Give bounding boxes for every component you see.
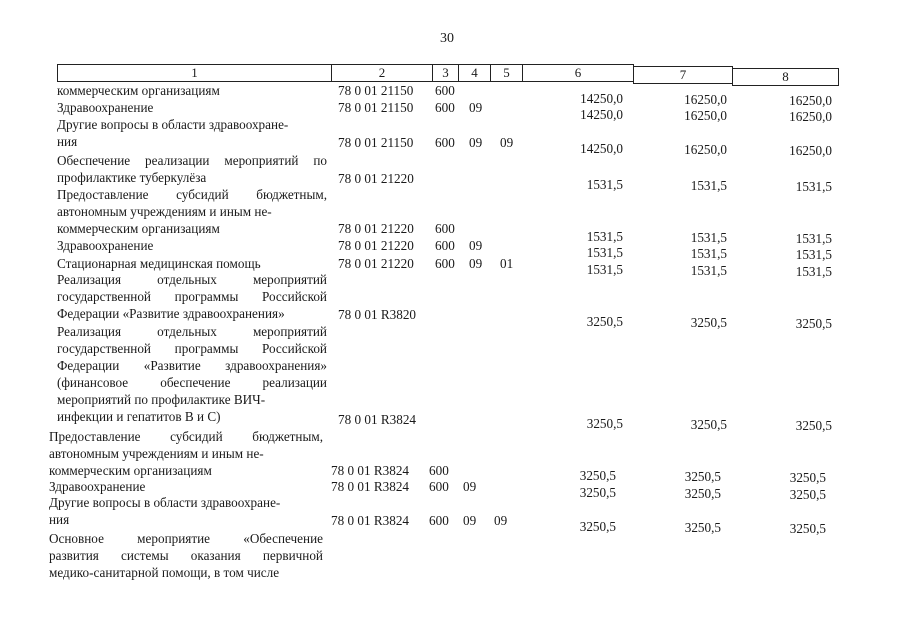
cell-value-col6: 3250,5 bbox=[579, 485, 616, 500]
cell-target-code: 78 0 01 21220 bbox=[338, 238, 414, 253]
cell-value-col6: 3250,5 bbox=[586, 314, 623, 329]
cell-target-code: 78 0 01 R3824 bbox=[331, 479, 410, 494]
header-col-7: 7 bbox=[633, 66, 733, 84]
description-line: Предоставление субсидий бюджетным, bbox=[57, 187, 327, 202]
cell-value-col7: 3250,5 bbox=[690, 315, 727, 330]
cell-value-col7: 3250,5 bbox=[684, 469, 721, 484]
description-line: коммерческим организациям bbox=[49, 463, 212, 478]
header-col-8: 8 bbox=[732, 68, 839, 86]
description-line: Здравоохранение bbox=[57, 238, 154, 253]
description-line: Реализация отдельных мероприятий bbox=[57, 272, 327, 287]
cell-target-code: 78 0 01 R3824 bbox=[331, 513, 410, 528]
description-line: ния bbox=[49, 512, 70, 527]
cell-value-col8: 1531,5 bbox=[795, 179, 832, 194]
description-line: (финансовое обеспечение реализации bbox=[57, 375, 327, 390]
cell-value-col8: 16250,0 bbox=[789, 143, 832, 158]
description-line: медико-санитарной помощи, в том числе bbox=[49, 565, 280, 580]
cell-value-col7: 16250,0 bbox=[684, 142, 727, 157]
description-line: коммерческим организациям bbox=[57, 221, 220, 236]
cell-section: 09 bbox=[469, 100, 483, 115]
row-description bbox=[57, 237, 327, 254]
header-col-4: 4 bbox=[458, 64, 491, 82]
cell-value-col7: 16250,0 bbox=[684, 92, 727, 107]
header-col-1: 1 bbox=[57, 64, 332, 82]
cell-value-col7: 1531,5 bbox=[690, 263, 727, 278]
cell-expense-type: 600 bbox=[435, 135, 455, 150]
row-description bbox=[57, 271, 327, 322]
row-description bbox=[49, 530, 323, 581]
cell-value-col6: 14250,0 bbox=[580, 141, 623, 156]
header-col-3: 3 bbox=[432, 64, 459, 82]
description-line: ния bbox=[57, 134, 78, 149]
description-line: Основное мероприятие «Обеспечение bbox=[49, 531, 323, 546]
cell-value-col7: 16250,0 bbox=[684, 108, 727, 123]
header-col-2: 2 bbox=[331, 64, 433, 82]
cell-section: 09 bbox=[463, 479, 477, 494]
page-number: 30 bbox=[440, 31, 454, 46]
cell-value-col6: 1531,5 bbox=[586, 262, 623, 277]
description-line: Обеспечение реализации мероприятий по bbox=[57, 153, 327, 168]
cell-expense-type: 600 bbox=[435, 83, 455, 98]
description-line: Федерации «Развитие здравоохранения» bbox=[57, 358, 327, 373]
cell-value-col8: 3250,5 bbox=[795, 316, 832, 331]
description-line: профилактике туберкулёза bbox=[57, 170, 207, 185]
cell-section: 09 bbox=[469, 238, 483, 253]
cell-value-col8: 3250,5 bbox=[789, 487, 826, 502]
description-line: государственной программы Российской bbox=[57, 289, 327, 304]
cell-target-code: 78 0 01 21220 bbox=[338, 221, 414, 236]
cell-expense-type: 600 bbox=[435, 221, 455, 236]
description-line: Здравоохранение bbox=[49, 479, 146, 494]
cell-value-col6: 1531,5 bbox=[586, 245, 623, 260]
cell-expense-type: 600 bbox=[429, 479, 449, 494]
cell-section: 09 bbox=[469, 135, 483, 150]
row-description bbox=[57, 82, 327, 99]
cell-subsection: 01 bbox=[500, 256, 514, 271]
row-description bbox=[57, 116, 327, 150]
cell-value-col6: 14250,0 bbox=[580, 107, 623, 122]
cell-value-col8: 3250,5 bbox=[789, 470, 826, 485]
cell-value-col7: 1531,5 bbox=[690, 230, 727, 245]
cell-value-col8: 1531,5 bbox=[795, 264, 832, 279]
cell-value-col8: 16250,0 bbox=[789, 93, 832, 108]
cell-target-code: 78 0 01 21150 bbox=[338, 100, 414, 115]
cell-section: 09 bbox=[463, 513, 477, 528]
cell-value-col7: 1531,5 bbox=[690, 178, 727, 193]
cell-value-col6: 1531,5 bbox=[586, 177, 623, 192]
cell-target-code: 78 0 01 21220 bbox=[338, 171, 414, 186]
cell-expense-type: 600 bbox=[429, 513, 449, 528]
cell-subsection: 09 bbox=[494, 513, 508, 528]
description-line: Реализация отдельных мероприятий bbox=[57, 324, 327, 339]
description-line: Стационарная медицинская помощь bbox=[57, 256, 261, 271]
cell-target-code: 78 0 01 21220 bbox=[338, 256, 414, 271]
row-description bbox=[57, 255, 327, 272]
description-line: автономным учреждениям и иным не- bbox=[57, 204, 272, 219]
cell-expense-type: 600 bbox=[435, 238, 455, 253]
row-description bbox=[57, 186, 327, 237]
cell-target-code: 78 0 01 R3824 bbox=[331, 463, 410, 478]
header-col-5: 5 bbox=[490, 64, 523, 82]
cell-subsection: 09 bbox=[500, 135, 514, 150]
description-line: коммерческим организациям bbox=[57, 83, 220, 98]
cell-target-code: 78 0 01 21150 bbox=[338, 135, 414, 150]
description-line: Федерации «Развитие здравоохранения» bbox=[57, 306, 285, 321]
row-description bbox=[49, 478, 323, 495]
header-col-6: 6 bbox=[522, 64, 634, 82]
description-line: инфекции и гепатитов В и С) bbox=[57, 409, 221, 424]
cell-expense-type: 600 bbox=[429, 463, 449, 478]
row-description bbox=[57, 152, 327, 186]
description-line: развития системы оказания первичной bbox=[49, 548, 323, 563]
cell-value-col6: 3250,5 bbox=[579, 468, 616, 483]
cell-value-col7: 3250,5 bbox=[684, 486, 721, 501]
cell-value-col6: 3250,5 bbox=[586, 416, 623, 431]
description-line: автономным учреждениям и иным не- bbox=[49, 446, 264, 461]
cell-value-col6: 14250,0 bbox=[580, 91, 623, 106]
description-line: Предоставление субсидий бюджетным, bbox=[49, 429, 323, 444]
row-description bbox=[57, 323, 327, 425]
cell-target-code: 78 0 01 R3820 bbox=[338, 307, 417, 322]
cell-value-col7: 1531,5 bbox=[690, 246, 727, 261]
description-line: Здравоохранение bbox=[57, 100, 154, 115]
cell-value-col6: 3250,5 bbox=[579, 519, 616, 534]
description-line: Другие вопросы в области здравоохране- bbox=[57, 117, 289, 132]
table-header bbox=[57, 64, 839, 84]
cell-target-code: 78 0 01 21150 bbox=[338, 83, 414, 98]
cell-value-col8: 1531,5 bbox=[795, 231, 832, 246]
cell-expense-type: 600 bbox=[435, 100, 455, 115]
cell-value-col7: 3250,5 bbox=[690, 417, 727, 432]
description-line: государственной программы Российской bbox=[57, 341, 327, 356]
row-description bbox=[49, 428, 323, 479]
cell-value-col8: 3250,5 bbox=[795, 418, 832, 433]
description-line: Другие вопросы в области здравоохране- bbox=[49, 495, 281, 510]
description-line: мероприятий по профилактике ВИЧ- bbox=[57, 392, 266, 407]
cell-expense-type: 600 bbox=[435, 256, 455, 271]
cell-value-col8: 16250,0 bbox=[789, 109, 832, 124]
cell-value-col6: 1531,5 bbox=[586, 229, 623, 244]
row-description bbox=[57, 99, 327, 116]
row-description bbox=[49, 494, 323, 528]
cell-section: 09 bbox=[469, 256, 483, 271]
cell-value-col8: 3250,5 bbox=[789, 521, 826, 536]
cell-value-col7: 3250,5 bbox=[684, 520, 721, 535]
cell-value-col8: 1531,5 bbox=[795, 247, 832, 262]
cell-target-code: 78 0 01 R3824 bbox=[338, 412, 417, 427]
